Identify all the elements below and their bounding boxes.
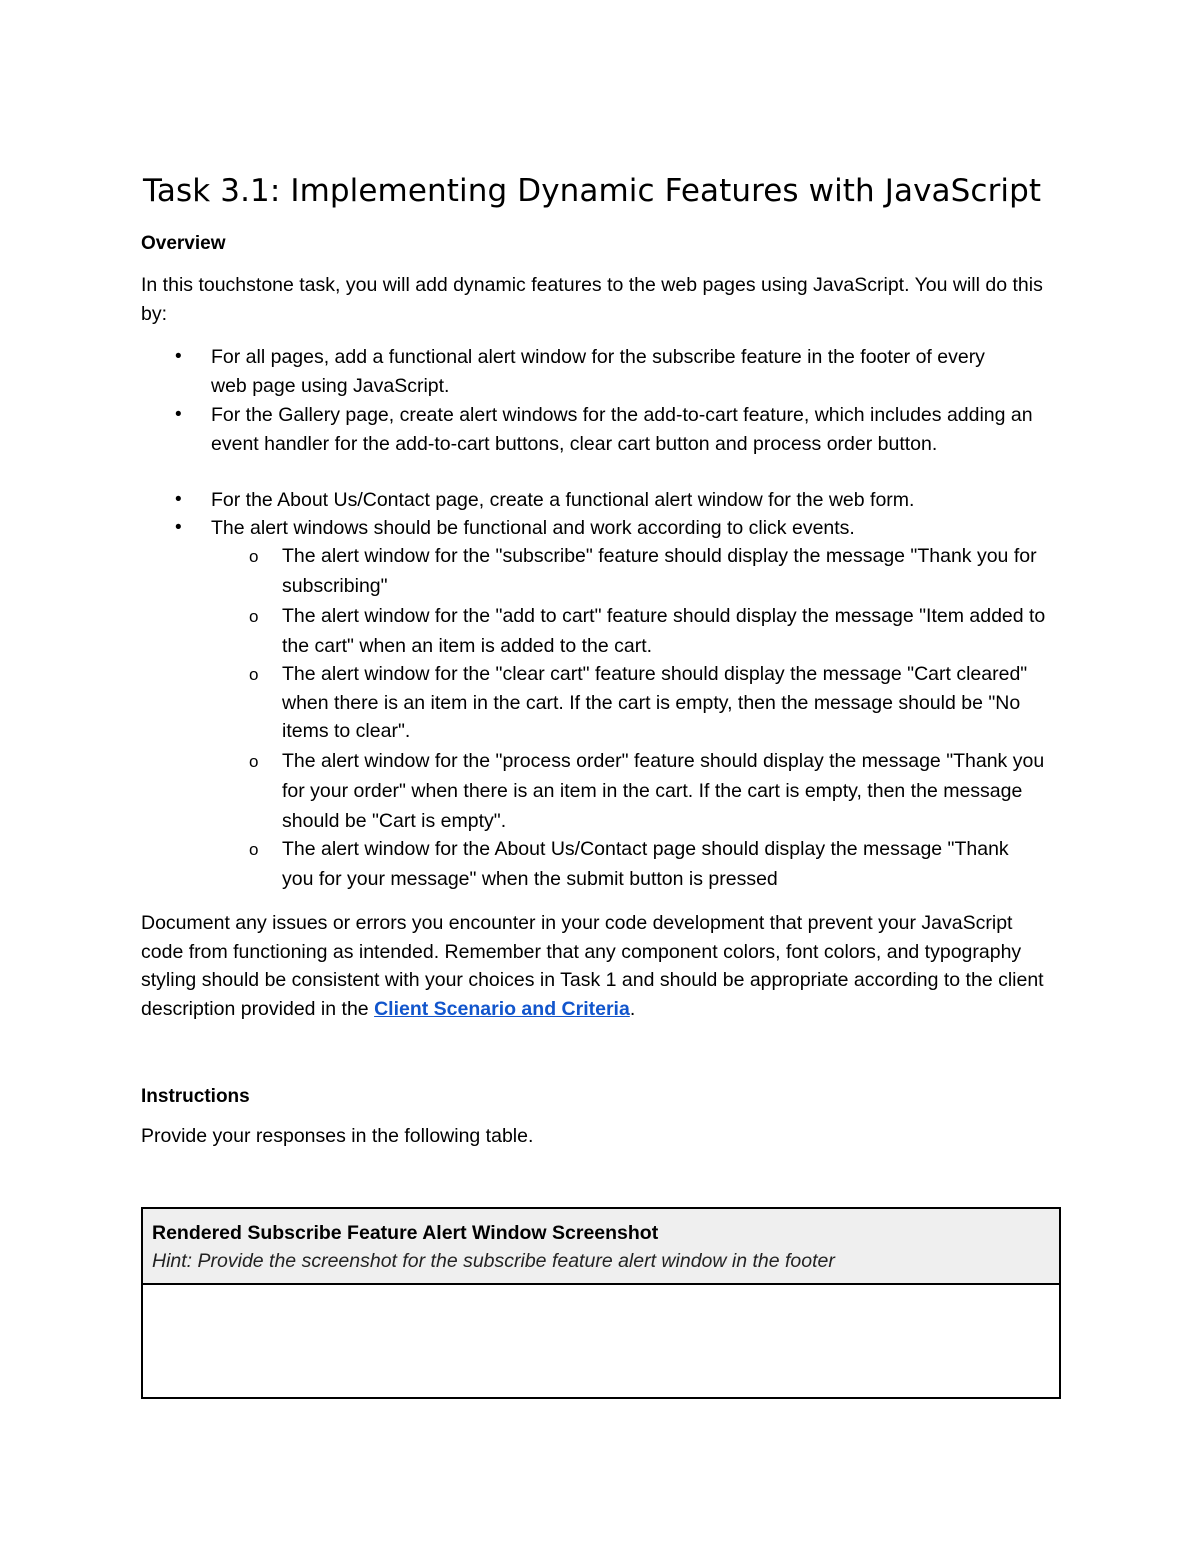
response-cell[interactable]	[143, 1285, 1059, 1393]
closing-paragraph: Document any issues or errors you encounter in your code development that prevent your JavaScript code from functioning as intended. Remember that any component colors, font colors, and typography styling should be consistent with your choices in Task 1 and should be appropriate according to the client description provided in the Client Scenario and Criteria.	[141, 912, 1044, 1020]
circle-bullet-icon: o	[249, 752, 259, 771]
page-title: Task 3.1: Implementing Dynamic Features with JavaScript	[143, 173, 1042, 209]
table-header-cell	[143, 1209, 1059, 1285]
instructions-heading: Instructions	[141, 1086, 250, 1107]
sub-bullet-item: o The alert window for the "process order" feature should display the message "Thank you for your order" when there is an item in the cart. If the cart is empty, then the message should be "Cart is empty".	[282, 746, 1057, 836]
table-header-hint: Hint: Provide the screenshot for the subscribe feature alert window in the footer	[152, 1250, 835, 1272]
circle-bullet-icon: o	[249, 665, 259, 684]
client-scenario-link[interactable]: Client Scenario and Criteria	[374, 997, 630, 1020]
bullet-icon: •	[175, 517, 182, 538]
bullet-item: • The alert windows should be functional and work according to click events.	[211, 514, 1061, 543]
instructions-text: Provide your responses in the following table.	[141, 1125, 534, 1147]
overview-intro: In this touchstone task, you will add dynamic features to the web pages using JavaScript. You will do this by:	[141, 274, 1043, 325]
bullet-item: • For the Gallery page, create alert windows for the add-to-cart feature, which includes adding an event handler for the add-to-cart buttons, clear cart button and process order button.	[211, 401, 1056, 458]
circle-bullet-icon: o	[249, 607, 259, 626]
bullet-item: • For all pages, add a functional alert window for the subscribe feature in the footer of every web page using JavaScript.	[211, 343, 1021, 400]
bullet-icon: •	[175, 404, 182, 425]
bullet-icon: •	[175, 346, 182, 367]
circle-bullet-icon: o	[249, 840, 259, 859]
bullet-icon: •	[175, 489, 182, 510]
response-table	[141, 1207, 1061, 1399]
sub-bullet-item: o The alert window for the "clear cart" feature should display the message "Cart cleared" when there is an item in the cart. If the cart is empty, then the message should be "No items to clear".	[249, 663, 1028, 742]
sub-bullet-item: o The alert window for the "add to cart" feature should display the message "Item added to the cart" when an item is added to the cart.	[282, 601, 1057, 661]
table-header-title: Rendered Subscribe Feature Alert Window Screenshot	[152, 1222, 659, 1244]
bullet-item: • For the About Us/Contact page, create a functional alert window for the web form.	[211, 486, 1061, 515]
circle-bullet-icon: o	[249, 547, 259, 566]
sub-bullet-item: o The alert window for the About Us/Contact page should display the message "Thank you for your message" when the submit button is pressed	[282, 834, 1022, 894]
sub-bullet-item: o The alert window for the "subscribe" feature should display the message "Thank you for subscribing"	[282, 541, 1057, 601]
overview-heading: Overview	[141, 233, 226, 254]
